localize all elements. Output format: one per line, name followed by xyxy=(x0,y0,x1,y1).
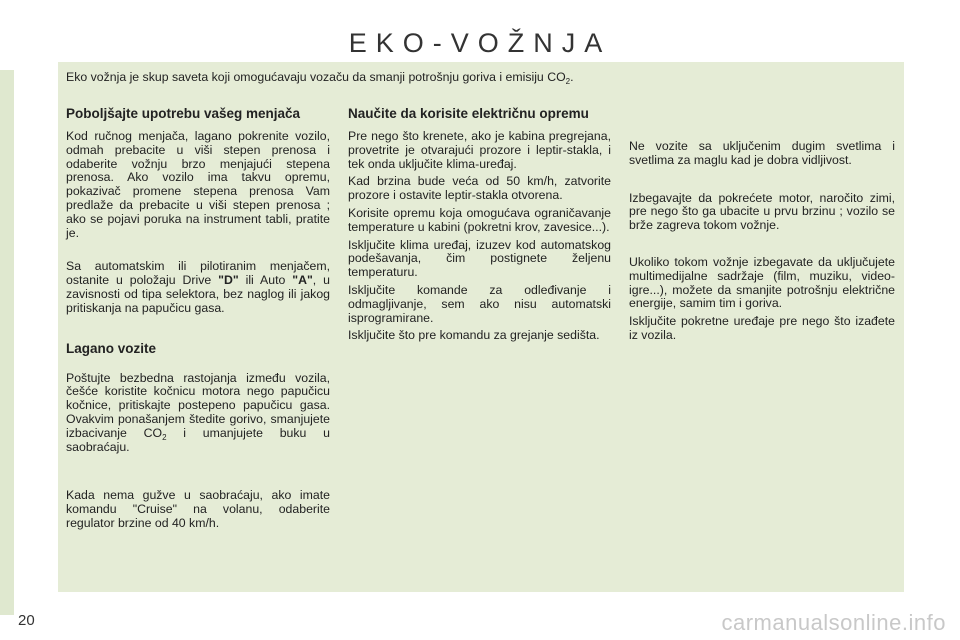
intro-text: Eko vožnja je skup saveta koji omogućavaju vozaču da smanji potrošnju goriva i emisiju $CO_2$. xyxy=(66,70,574,86)
paragraph-cruise-control: Kada nema gužve u saobraćaju, ako imate komandu "Cruise" na volanu, odaberite regulator brzine od 40 km/h. xyxy=(66,488,330,530)
paragraph-close-windows: Kad brzina bude veća od 50 km/h, zatvorite prozore i ostavite leptir-stakla otvorena. xyxy=(348,174,611,203)
paragraph-seat-heating: Isključite što pre komandu za grejanje sedišta. xyxy=(348,328,600,343)
side-color-strip xyxy=(0,70,14,615)
column-3 xyxy=(629,107,895,343)
paragraph-mobile-devices: Isključite pokretne uređaje pre nego što izađete iz vozila. xyxy=(629,314,895,342)
content-panel xyxy=(58,62,904,592)
paragraph-manual-gearbox: Kod ručnog menjača, lagano pokrenite vozilo, odmah prebacite u viši stepen prenosa i odaberite vožnju brzo menjajući stepena prenosa. Ako vozilo ima takvu opremu, pokazivač promene stepena prenosa Vam predlaže da prebacite u viši stepen prenosa ; ako se pojavi poruka na instrument tabli, pratite je. xyxy=(66,129,330,240)
paragraph-multimedia: Ukoliko tokom vožnje izbegavate da uključujete multimedijalne sadržaje (film, muziku, video-igre...), možete da smanjite potrošnju električne energije, samim tim i goriva. xyxy=(629,254,895,311)
section-heading-gearbox: Poboljšajte upotrebu vašeg menjača xyxy=(66,106,301,121)
section-heading-electrical-equipment: Naučite da korisite električnu opremu xyxy=(348,106,589,121)
paragraph-safe-distance: Poštujte bezbedna rastojanja između vozila, češće koristite kočnicu motora nego papučicu kočnice, pritiskajte postepeno papučicu gasa. Ovakvim ponašanjem štedite gorivo, smanjujete izbacivanje $CO_2$ i umanjujete buku u saobraćaju. xyxy=(66,370,331,454)
paragraph-air-conditioning: Isključite klima uređaj, izuzev kod automatskog podešavanja, čim postignete željenu temperaturu. xyxy=(348,237,611,280)
paragraph-automatic-gearbox: Sa automatskim ili pilotiranim menjačem, ostanite u položaju Drive "D" ili Auto "A", u zavisnosti od tipa selektora, bez naglog ili jakog pritiskanja na papučicu gasa. xyxy=(66,259,330,315)
paragraph-demisting: Isključite komande za odleđivanje i odmagljivanje, sem ako nisu automatski isprogramirane. xyxy=(348,282,611,325)
paragraph-engine-start: Izbegavajte da pokrećete motor, naročito zimi, pre nego što ga ubacite u prvu brzinu ; vozilo se brže zagreva tokom vožnje. xyxy=(629,190,895,233)
paragraph-ventilate-cabin: Pre nego što krenete, ako je kabina pregrejana, provetrite je otvarajući prozore i leptir-stakla, i tek onda uključite klima-uređaj. xyxy=(348,129,611,171)
paragraph-limit-temperature: Korisite opremu koja omogućava ograničavanje temperature u kabini (pokretni krov, zavesice...). xyxy=(348,205,611,234)
section-heading-gentle-driving: Lagano vozite xyxy=(66,340,157,356)
paragraph-headlights: Ne vozite sa uključenim dugim svetlima i svetlima za maglu kad je dobra vidljivost. xyxy=(629,139,895,167)
column-2 xyxy=(348,107,611,343)
column-1 xyxy=(66,107,330,531)
watermark: carmanualsonline.info xyxy=(721,610,946,635)
page-number: 20 xyxy=(18,612,35,629)
page-title: EKO-VOŽNJA xyxy=(348,28,612,59)
